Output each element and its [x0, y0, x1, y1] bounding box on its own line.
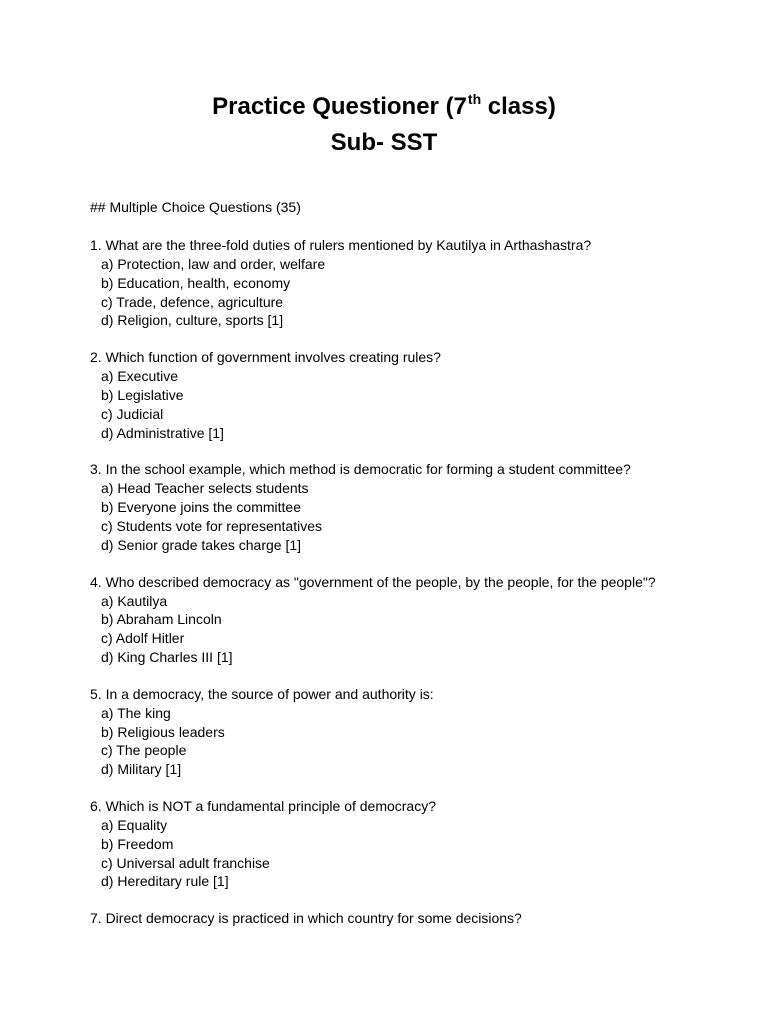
- answer-option: c) Judicial: [101, 405, 164, 422]
- section-heading: ## Multiple Choice Questions (35): [90, 199, 301, 215]
- question-text: 4. Who described democracy as "government of the people, by the people, for the people"?: [90, 573, 656, 590]
- title-superscript: th: [467, 91, 482, 107]
- answer-option: a) The king: [101, 704, 171, 721]
- question-list: [90, 236, 730, 946]
- question-block: [90, 348, 730, 442]
- answer-option: b) Freedom: [101, 835, 174, 852]
- question-text: 1. What are the three-fold duties of rulers mentioned by Kautilya in Arthashastra?: [90, 237, 592, 253]
- question-block: [90, 236, 730, 330]
- answer-option: b) Education, health, economy: [101, 274, 291, 291]
- answer-option: c) Universal adult franchise: [101, 854, 270, 871]
- answer-option: d) Senior grade takes charge [1]: [101, 536, 302, 553]
- answer-option: b) Religious leaders: [101, 723, 225, 740]
- question-block: [90, 685, 730, 779]
- question-text: 6. Which is NOT a fundamental principle of democracy?: [90, 797, 437, 814]
- answer-option: d) Hereditary rule [1]: [101, 873, 229, 890]
- page-title: [0, 92, 768, 124]
- answer-option: d) King Charles III [1]: [101, 648, 233, 665]
- question-text: 2. Which function of government involves creating rules?: [90, 349, 441, 366]
- answer-option: a) Kautilya: [101, 592, 168, 609]
- answer-option: a) Equality: [101, 816, 168, 833]
- answer-option: b) Abraham Lincoln: [101, 611, 222, 628]
- question-block: [90, 909, 730, 928]
- question-text: 7. Direct democracy is practiced in which country for some decisions?: [90, 910, 522, 927]
- answer-option: d) Religion, culture, sports [1]: [101, 312, 284, 329]
- title-suffix: class): [481, 93, 556, 120]
- answer-option: a) Executive: [101, 368, 179, 385]
- question-text: 3. In the school example, which method is democratic for forming a student committee?: [90, 461, 631, 478]
- answer-option: a) Head Teacher selects students: [101, 480, 309, 497]
- title-prefix: Practice Questioner (7: [212, 93, 467, 120]
- answer-option: b) Legislative: [101, 386, 184, 403]
- answer-option: c) Students vote for representatives: [101, 517, 322, 534]
- question-block: [90, 797, 730, 891]
- answer-option: b) Everyone joins the committee: [101, 499, 301, 516]
- question-block: [90, 460, 730, 554]
- answer-option: c) The people: [101, 742, 187, 759]
- page-subtitle: Sub- SST: [330, 129, 438, 156]
- answer-option: c) Adolf Hitler: [101, 630, 185, 647]
- answer-option: c) Trade, defence, agriculture: [101, 293, 284, 310]
- answer-option: a) Protection, law and order, welfare: [101, 256, 326, 272]
- question-block: [90, 573, 730, 667]
- answer-option: d) Administrative [1]: [101, 424, 224, 441]
- answer-option: d) Military [1]: [101, 761, 182, 778]
- question-text: 5. In a democracy, the source of power and authority is:: [90, 685, 434, 702]
